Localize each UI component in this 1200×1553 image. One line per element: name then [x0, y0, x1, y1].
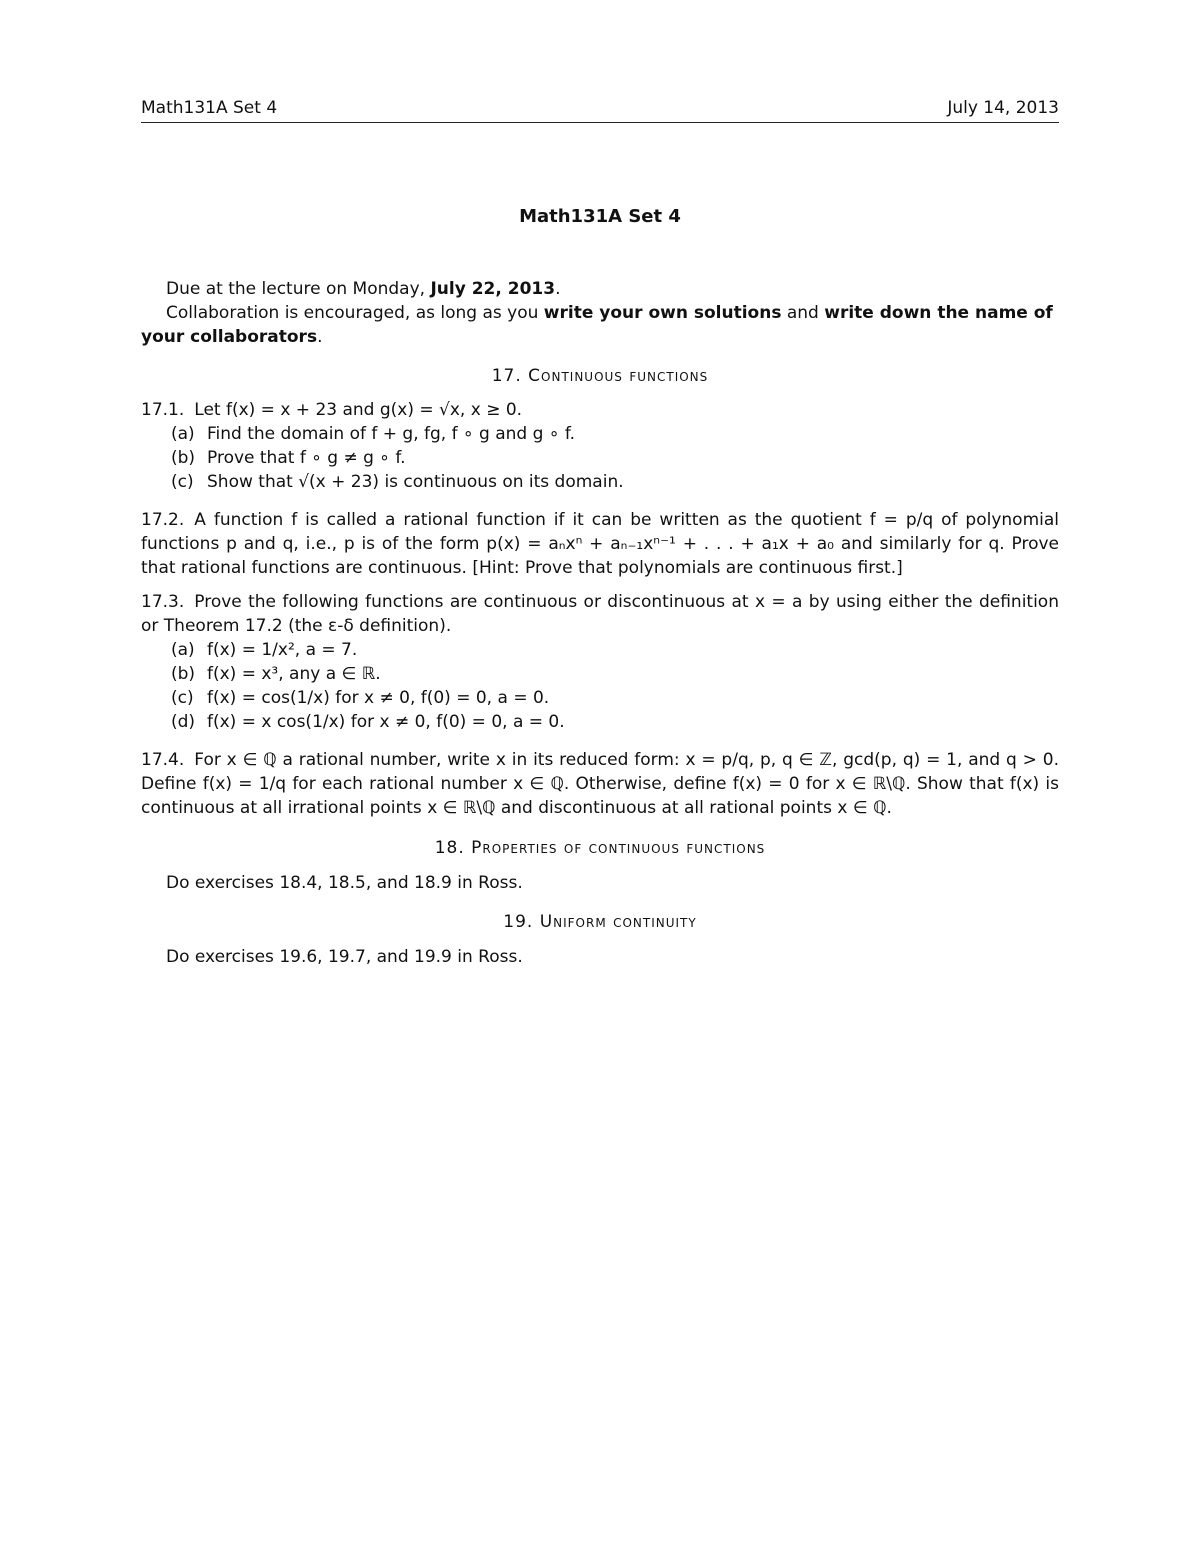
part-b: (b) Prove that f ∘ g ≠ g ∘ f. — [171, 448, 406, 468]
problem-stem: Prove the following functions are continuous or discontinuous at x = a by using either the definition or Theorem 17.2 (the ε-δ definition). — [141, 592, 1059, 636]
collaboration-note: Collaboration is encouraged, as long as you write your own solutions and write down the name of your collaborators. — [141, 303, 1053, 347]
problem-stem: Let f(x) = x + 23 and g(x) = √x, x ≥ 0. — [194, 400, 523, 420]
problem-text: For x ∈ ℚ a rational number, write x in its reduced form: x = p/q, p, q ∈ ℤ, gcd(p, q) = 1, and q > 0. Define f(x) = 1/q for each rational number x ∈ ℚ. Otherwise, define f(x) = 0 for x ∈ ℝ\ℚ. Show that f(x) is continuous at all irrational points x ∈ ℝ\ℚ and discontinuous at all rational points x ∈ ℚ. — [141, 750, 1059, 818]
problem-number: 17.4. — [141, 750, 185, 770]
part-b: (b) f(x) = x³, any a ∈ ℝ. — [171, 664, 381, 684]
running-header — [141, 96, 1059, 123]
problem-17-4 — [141, 748, 1059, 820]
problem-17-2 — [141, 508, 1059, 580]
part-a: (a) Find the domain of f + g, fg, f ∘ g and g ∘ f. — [171, 424, 576, 444]
exercise-19-instructions: Do exercises 19.6, 19.7, and 19.9 in Ross. — [166, 947, 523, 967]
section-17-heading: 17. Continuous functions — [491, 366, 709, 386]
problem-number: 17.2. — [141, 510, 185, 530]
problem-number: 17.3. — [141, 592, 185, 612]
problem-number: 17.1. — [141, 400, 185, 420]
part-c: (c) f(x) = cos(1/x) for x ≠ 0, f(0) = 0, a = 0. — [171, 688, 550, 708]
section-18-heading: 18. Properties of continuous functions — [434, 838, 766, 858]
problem-17-3 — [141, 590, 1059, 734]
part-a: (a) f(x) = 1/x², a = 7. — [171, 640, 358, 660]
document-title: Math131A Set 4 — [519, 206, 681, 227]
due-date: July 22, 2013 — [430, 279, 556, 299]
part-c: (c) Show that √(x + 23) is continuous on its domain. — [171, 472, 624, 492]
header-left: Math131A Set 4 — [141, 98, 278, 118]
header-date: July 14, 2013 — [947, 98, 1059, 118]
problem-text: A function f is called a rational function if it can be written as the quotient f = p/q of polynomial functions p and q, i.e., p is of the form p(x) = aₙxⁿ + aₙ₋₁xⁿ⁻¹ + . . . + a₁x + a₀ and similarly for q. Prove that rational functions are continuous. [Hint: Prove that polynomials are continuous first.] — [141, 510, 1059, 578]
section-19-heading: 19. Uniform continuity — [503, 912, 697, 932]
exercise-18-instructions: Do exercises 18.4, 18.5, and 18.9 in Ross. — [166, 873, 523, 893]
problem-17-1 — [141, 398, 1059, 494]
part-d: (d) f(x) = x cos(1/x) for x ≠ 0, f(0) = 0, a = 0. — [171, 712, 565, 732]
due-line: Due at the lecture on Monday, July 22, 2013. — [166, 279, 561, 299]
